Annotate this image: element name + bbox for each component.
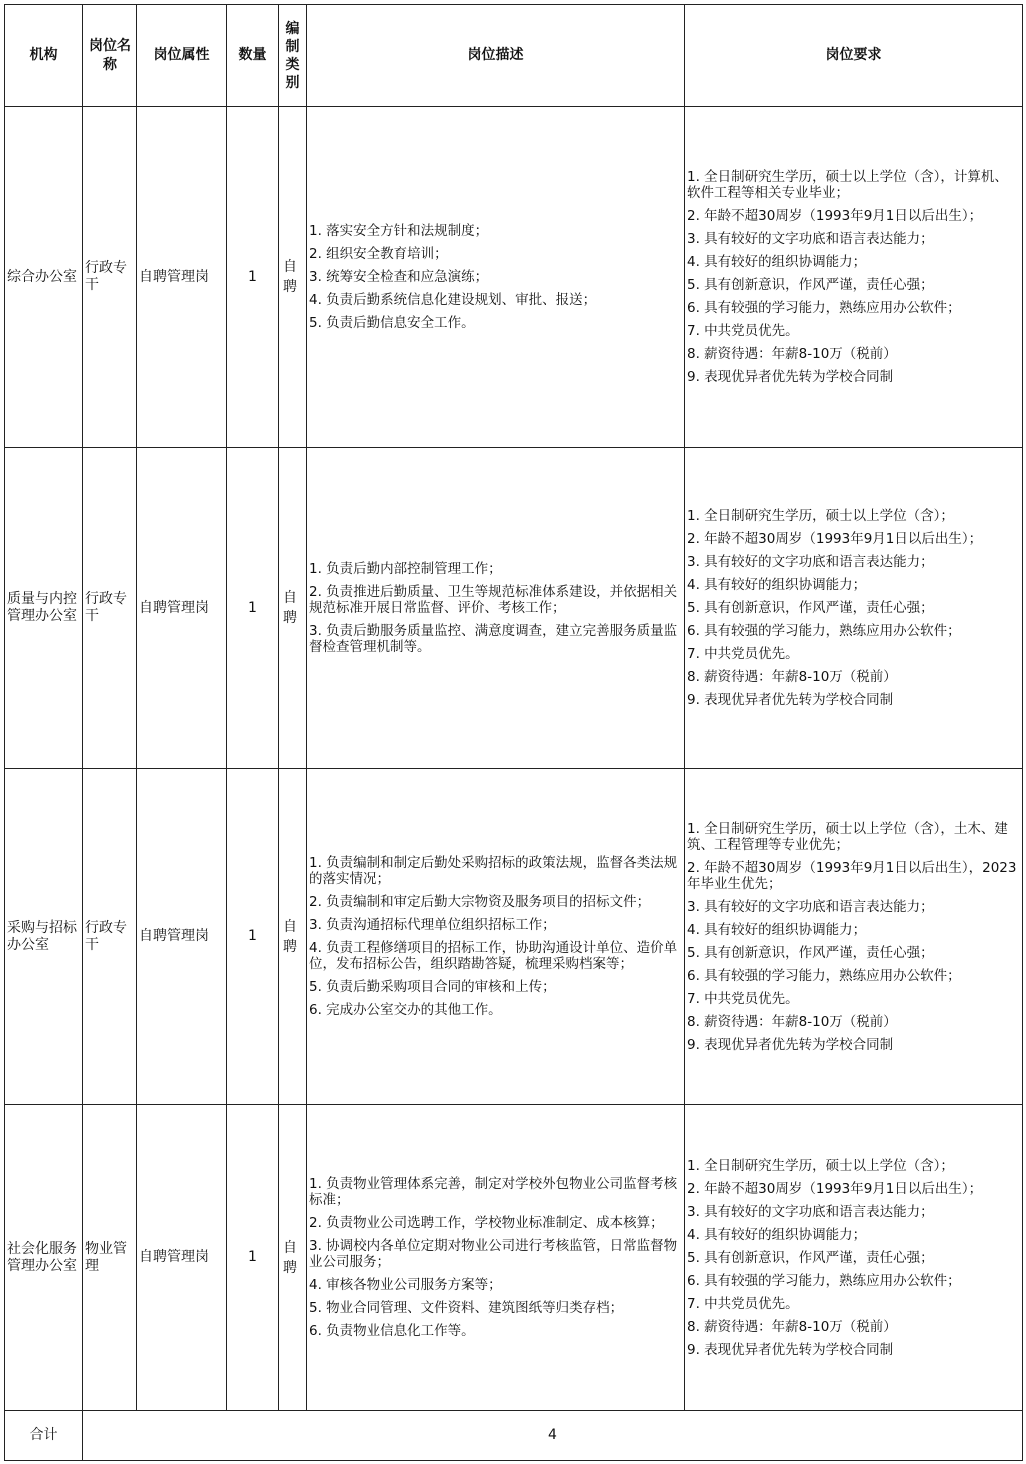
table-row bbox=[5, 1105, 1023, 1411]
requirements-list bbox=[687, 508, 1020, 708]
staff-type-cell bbox=[279, 1105, 307, 1411]
post-attr-cell: 自聘管理岗 bbox=[137, 769, 227, 1105]
description-item: 6. 负责物业信息化工作等。 bbox=[309, 1323, 475, 1339]
requirement-item: 4. 具有较好的组织协调能力； bbox=[687, 1226, 867, 1243]
requirement-item: 5. 具有创新意识，作风严谨，责任心强； bbox=[687, 1249, 934, 1266]
total-label: 合计 bbox=[5, 1411, 83, 1461]
description-item: 2. 负责编制和审定后勤大宗物资及服务项目的招标文件； bbox=[309, 894, 651, 910]
description-item: 5. 负责后勤信息安全工作。 bbox=[309, 315, 475, 331]
requirement-item: 5. 具有创新意识，作风严谨，责任心强； bbox=[687, 944, 934, 961]
description-cell bbox=[307, 769, 685, 1105]
post-attr-cell: 自聘管理岗 bbox=[137, 107, 227, 448]
description-item: 1. 落实安全方针和法规制度； bbox=[309, 223, 489, 239]
post-name-cell: 物业管理 bbox=[83, 1105, 137, 1411]
staff-type-cell bbox=[279, 448, 307, 769]
requirement-item: 9. 表现优异者优先转为学校合同制 bbox=[687, 1036, 894, 1053]
requirement-item: 4. 具有较好的组织协调能力； bbox=[687, 254, 867, 270]
requirement-item: 7. 中共党员优先。 bbox=[687, 1295, 799, 1312]
requirements-list bbox=[687, 1158, 1020, 1358]
table-row bbox=[5, 107, 1023, 448]
requirement-item: 6. 具有较强的学习能力，熟练应用办公软件； bbox=[687, 300, 961, 316]
requirement-item: 6. 具有较强的学习能力，熟练应用办公软件； bbox=[687, 623, 961, 639]
description-list bbox=[309, 1176, 682, 1339]
description-item: 2. 负责物业公司选聘工作，学校物业标准制定、成本核算； bbox=[309, 1215, 664, 1231]
requirements-list bbox=[687, 821, 1020, 1053]
description-item: 3. 负责沟通招标代理单位组织招标工作； bbox=[309, 917, 556, 933]
description-list bbox=[309, 223, 682, 331]
requirement-item: 3. 具有较好的文字功底和语言表达能力； bbox=[687, 898, 934, 915]
requirement-item: 1. 全日制研究生学历，硕士以上学位（含）； bbox=[687, 508, 954, 524]
description-item: 1. 负责后勤内部控制管理工作； bbox=[309, 561, 502, 577]
post-name-cell: 行政专干 bbox=[83, 769, 137, 1105]
requirements-cell bbox=[685, 107, 1023, 448]
requirement-item: 9. 表现优异者优先转为学校合同制 bbox=[687, 1341, 894, 1358]
recruitment-table bbox=[4, 4, 1023, 1461]
description-item: 6. 完成办公室交办的其他工作。 bbox=[309, 1002, 502, 1018]
description-item: 1. 负责物业管理体系完善，制定对学校外包物业公司监督考核标准； bbox=[309, 1176, 678, 1208]
requirement-item: 7. 中共党员优先。 bbox=[687, 646, 799, 662]
header-staff-type-text: 编制类别 bbox=[285, 20, 300, 91]
requirement-item: 1. 全日制研究生学历，硕士以上学位（含），计算机、软件工程等相关专业毕业； bbox=[687, 169, 1008, 201]
requirement-item: 3. 具有较好的文字功底和语言表达能力； bbox=[687, 1203, 934, 1220]
description-item: 3. 负责后勤服务质量监控、满意度调查，建立完善服务质量监督检查管理机制等。 bbox=[309, 623, 678, 655]
header-post-name bbox=[83, 5, 137, 107]
description-item: 2. 负责推进后勤质量、卫生等规范标准体系建设，并依据相关规范标准开展日常监督、评价、考核工作； bbox=[309, 584, 678, 616]
description-item: 4. 负责后勤系统信息化建设规划、审批、报送； bbox=[309, 292, 597, 308]
org-cell: 质量与内控管理办公室 bbox=[5, 448, 83, 769]
requirement-item: 2. 年龄不超30周岁（1993年9月1日以后出生），2023年毕业生优先； bbox=[687, 859, 1017, 892]
requirement-item: 2. 年龄不超30周岁（1993年9月1日以后出生）； bbox=[687, 208, 983, 224]
requirement-item: 5. 具有创新意识，作风严谨，责任心强； bbox=[687, 277, 934, 293]
org-cell: 采购与招标办公室 bbox=[5, 769, 83, 1105]
count-cell: 1 bbox=[227, 769, 279, 1105]
requirement-item: 6. 具有较强的学习能力，熟练应用办公软件； bbox=[687, 967, 961, 984]
total-value: 4 bbox=[83, 1411, 1023, 1461]
staff-type-text: 自聘 bbox=[283, 259, 297, 295]
staff-type-text: 自聘 bbox=[283, 918, 297, 955]
count-cell: 1 bbox=[227, 1105, 279, 1411]
staff-type-text: 自聘 bbox=[283, 1239, 297, 1276]
total-row bbox=[5, 1411, 1023, 1461]
requirement-item: 8. 薪资待遇：年薪8-10万（税前） bbox=[687, 346, 897, 362]
requirement-item: 1. 全日制研究生学历，硕士以上学位（含）； bbox=[687, 1157, 954, 1174]
requirements-list bbox=[687, 169, 1020, 385]
requirements-cell bbox=[685, 448, 1023, 769]
description-item: 5. 负责后勤采购项目合同的审核和上传； bbox=[309, 979, 556, 995]
requirement-item: 4. 具有较好的组织协调能力； bbox=[687, 577, 867, 593]
header-post-attr: 岗位属性 bbox=[137, 5, 227, 107]
description-item: 3. 协调校内各单位定期对物业公司进行考核监管，日常监督物业公司服务； bbox=[309, 1238, 678, 1270]
description-list bbox=[309, 855, 682, 1018]
description-item: 5. 物业合同管理、文件资料、建筑图纸等归类存档； bbox=[309, 1300, 624, 1316]
count-cell: 1 bbox=[227, 448, 279, 769]
requirement-item: 7. 中共党员优先。 bbox=[687, 323, 799, 339]
description-item: 2. 组织安全教育培训； bbox=[309, 246, 448, 262]
description-item: 4. 审核各物业公司服务方案等； bbox=[309, 1277, 502, 1293]
description-cell bbox=[307, 107, 685, 448]
staff-type-cell bbox=[279, 769, 307, 1105]
header-post-name-text: 岗位名称 bbox=[89, 37, 131, 73]
table-row bbox=[5, 448, 1023, 769]
table-row bbox=[5, 769, 1023, 1105]
requirement-item: 3. 具有较好的文字功底和语言表达能力； bbox=[687, 231, 934, 247]
requirement-item: 9. 表现优异者优先转为学校合同制 bbox=[687, 369, 894, 385]
description-cell bbox=[307, 1105, 685, 1411]
description-item: 1. 负责编制和制定后勤处采购招标的政策法规，监督各类法规的落实情况； bbox=[309, 855, 678, 887]
description-list bbox=[309, 561, 682, 655]
requirement-item: 6. 具有较强的学习能力，熟练应用办公软件； bbox=[687, 1272, 961, 1289]
staff-type-text: 自聘 bbox=[283, 590, 297, 626]
description-cell bbox=[307, 448, 685, 769]
requirement-item: 4. 具有较好的组织协调能力； bbox=[687, 921, 867, 938]
requirement-item: 9. 表现优异者优先转为学校合同制 bbox=[687, 692, 894, 708]
header-row bbox=[5, 5, 1023, 107]
requirement-item: 8. 薪资待遇：年薪8-10万（税前） bbox=[687, 1013, 897, 1030]
count-cell: 1 bbox=[227, 107, 279, 448]
post-name-cell: 行政专干 bbox=[83, 107, 137, 448]
requirement-item: 2. 年龄不超30周岁（1993年9月1日以后出生）； bbox=[687, 531, 983, 547]
post-name-cell: 行政专干 bbox=[83, 448, 137, 769]
requirement-item: 7. 中共党员优先。 bbox=[687, 990, 799, 1007]
header-requirements: 岗位要求 bbox=[685, 5, 1023, 107]
org-cell: 综合办公室 bbox=[5, 107, 83, 448]
staff-type-cell bbox=[279, 107, 307, 448]
requirements-cell bbox=[685, 769, 1023, 1105]
header-count: 数量 bbox=[227, 5, 279, 107]
requirement-item: 1. 全日制研究生学历，硕士以上学位（含），土木、建筑、工程管理等专业优先； bbox=[687, 820, 1008, 853]
header-org: 机构 bbox=[5, 5, 83, 107]
org-cell: 社会化服务管理办公室 bbox=[5, 1105, 83, 1411]
description-item: 3. 统筹安全检查和应急演练； bbox=[309, 269, 489, 285]
post-attr-cell: 自聘管理岗 bbox=[137, 448, 227, 769]
requirements-cell bbox=[685, 1105, 1023, 1411]
requirement-item: 3. 具有较好的文字功底和语言表达能力； bbox=[687, 554, 934, 570]
requirement-item: 8. 薪资待遇：年薪8-10万（税前） bbox=[687, 669, 897, 685]
description-item: 4. 负责工程修缮项目的招标工作，协助沟通设计单位、造价单位，发布招标公告，组织踏勘答疑，梳理采购档案等； bbox=[309, 940, 678, 972]
requirement-item: 5. 具有创新意识，作风严谨，责任心强； bbox=[687, 600, 934, 616]
requirement-item: 2. 年龄不超30周岁（1993年9月1日以后出生）； bbox=[687, 1180, 983, 1197]
header-staff-type bbox=[279, 5, 307, 107]
header-description: 岗位描述 bbox=[307, 5, 685, 107]
post-attr-cell: 自聘管理岗 bbox=[137, 1105, 227, 1411]
requirement-item: 8. 薪资待遇：年薪8-10万（税前） bbox=[687, 1318, 897, 1335]
